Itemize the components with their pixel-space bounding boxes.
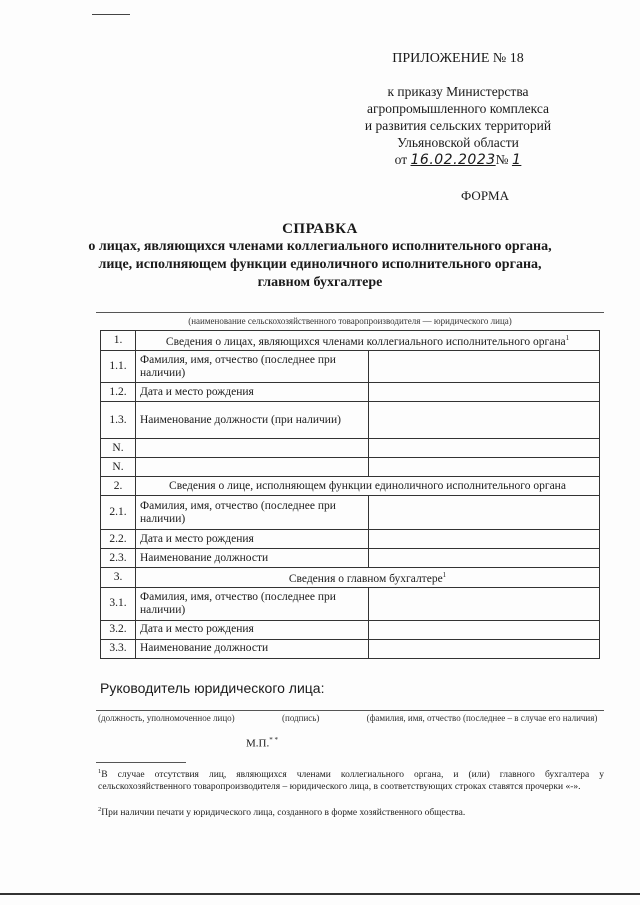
stamp-label: М.П. [246, 737, 270, 750]
signature-heading: Руководитель юридического лица: [100, 680, 325, 696]
handwritten-number: 1 [511, 152, 522, 168]
row-number: 2.1. [101, 496, 136, 530]
section-title [136, 568, 600, 588]
order-line-4: Ульяновской области [397, 135, 519, 150]
footnote-marker: 2 [98, 806, 102, 813]
row-number: 3.3. [101, 639, 136, 658]
row-number: 3.1. [101, 587, 136, 620]
row-label: Фамилия, имя, отчество (последнее при наличии) [136, 351, 369, 383]
row-label: Дата и место рождения [136, 383, 369, 402]
value-cell[interactable] [369, 549, 600, 568]
title-line-1: о лицах, являющихся членами коллегиального исполнительного органа, [88, 239, 552, 254]
row-label: Дата и место рождения [136, 620, 369, 639]
table-row [101, 639, 600, 658]
order-line-3: и развития сельских территорий [364, 118, 552, 133]
row-number: 1.3. [101, 402, 136, 439]
section-title: Сведения о лице, исполняющем функции единоличного исполнительного органа [136, 477, 600, 496]
table-row [101, 402, 600, 439]
row-number: 1.1. [101, 351, 136, 383]
value-cell[interactable] [369, 587, 600, 620]
table-row [101, 620, 600, 639]
table-row [101, 549, 600, 568]
footnote-ref: 1 [565, 334, 570, 343]
value-cell[interactable] [369, 620, 600, 639]
title-line-2: лице, исполняющем функции единоличного исполнительного органа, [98, 257, 542, 272]
row-label: Фамилия, имя, отчество (последнее при наличии) [136, 496, 369, 530]
table-row [101, 530, 600, 549]
organization-name-line [96, 312, 604, 313]
value-cell[interactable] [369, 458, 600, 477]
value-cell[interactable] [369, 439, 600, 458]
table-row [101, 568, 600, 588]
value-cell[interactable] [369, 383, 600, 402]
order-line-2: агропромышленного комплекса [367, 101, 549, 116]
full-name-caption: (фамилия, имя, отчество (последнее – в случае его наличия) [366, 713, 598, 723]
section-number: 2. [101, 477, 136, 496]
position-caption: (должность, уполномоченное лицо) [98, 713, 235, 723]
value-cell[interactable] [369, 530, 600, 549]
footnote-separator [96, 762, 186, 763]
table-row [101, 439, 600, 458]
table-row [101, 383, 600, 402]
row-number: 2.3. [101, 549, 136, 568]
table-row [101, 351, 600, 383]
row-label: Фамилия, имя, отчество (последнее при наличии) [136, 587, 369, 620]
row-number: N. [101, 458, 136, 477]
top-decorative-line [92, 14, 130, 15]
row-label: Наименование должности (при наличии) [136, 402, 369, 439]
table-row [101, 477, 600, 496]
order-date-line [328, 151, 588, 169]
table-row [101, 458, 600, 477]
signature-line [96, 710, 604, 711]
footnote-1 [98, 766, 604, 793]
footnote-2 [98, 804, 604, 819]
value-cell[interactable] [369, 402, 600, 439]
stamp-place [246, 736, 278, 750]
handwritten-date: 16.02.2023 [410, 152, 496, 168]
table-row [101, 331, 600, 351]
section-number: 1. [101, 331, 136, 351]
title-main: СПРАВКА [282, 221, 358, 237]
row-label: Наименование должности [136, 549, 369, 568]
stamp-footnote-ref: * * [269, 736, 278, 744]
row-label [136, 458, 369, 477]
section-title-text: Сведения о лицах, являющихся членами коллегиального исполнительного органа [165, 335, 566, 348]
form-label: ФОРМА [461, 188, 509, 203]
footnote-marker: 1 [98, 768, 102, 775]
row-label [136, 439, 369, 458]
section-title-text: Сведения о главном бухгалтере [288, 572, 443, 585]
value-cell[interactable] [369, 496, 600, 530]
organization-name-caption: (наименование сельскохозяйственного товаропроизводителя — юридического лица) [188, 316, 512, 326]
number-prefix: № [495, 152, 509, 167]
footnote-text: В случае отсутствия лиц, являющихся членами коллегиального органа, и (или) главного бухгалтера у сельскохозяйственного товаропроизводителя – юридического лица, в соответствующих строках ставятся прочерки «-». [98, 770, 604, 793]
title-line-3: главном бухгалтере [257, 275, 383, 290]
document-title [80, 220, 560, 292]
table-row [101, 496, 600, 530]
appendix-number: ПРИЛОЖЕНИЕ № 18 [392, 51, 524, 66]
value-cell[interactable] [369, 351, 600, 383]
appendix-header [328, 50, 588, 169]
footnote-text: При наличии печати у юридического лица, созданного в форме хозяйственного общества. [101, 808, 466, 819]
section-title [136, 331, 600, 351]
row-number: N. [101, 439, 136, 458]
table-row [101, 587, 600, 620]
footnote-ref: 1 [442, 571, 447, 579]
row-label: Дата и место рождения [136, 530, 369, 549]
row-number: 3.2. [101, 620, 136, 639]
date-prefix: от [394, 152, 408, 167]
section-number: 3. [101, 568, 136, 588]
row-number: 2.2. [101, 530, 136, 549]
order-line-1: к приказу Министерства [387, 84, 529, 99]
signature-caption: (подпись) [282, 713, 320, 723]
bottom-rule [0, 893, 640, 895]
info-table [100, 330, 600, 659]
row-label: Наименование должности [136, 639, 369, 658]
row-number: 1.2. [101, 383, 136, 402]
value-cell[interactable] [369, 639, 600, 658]
